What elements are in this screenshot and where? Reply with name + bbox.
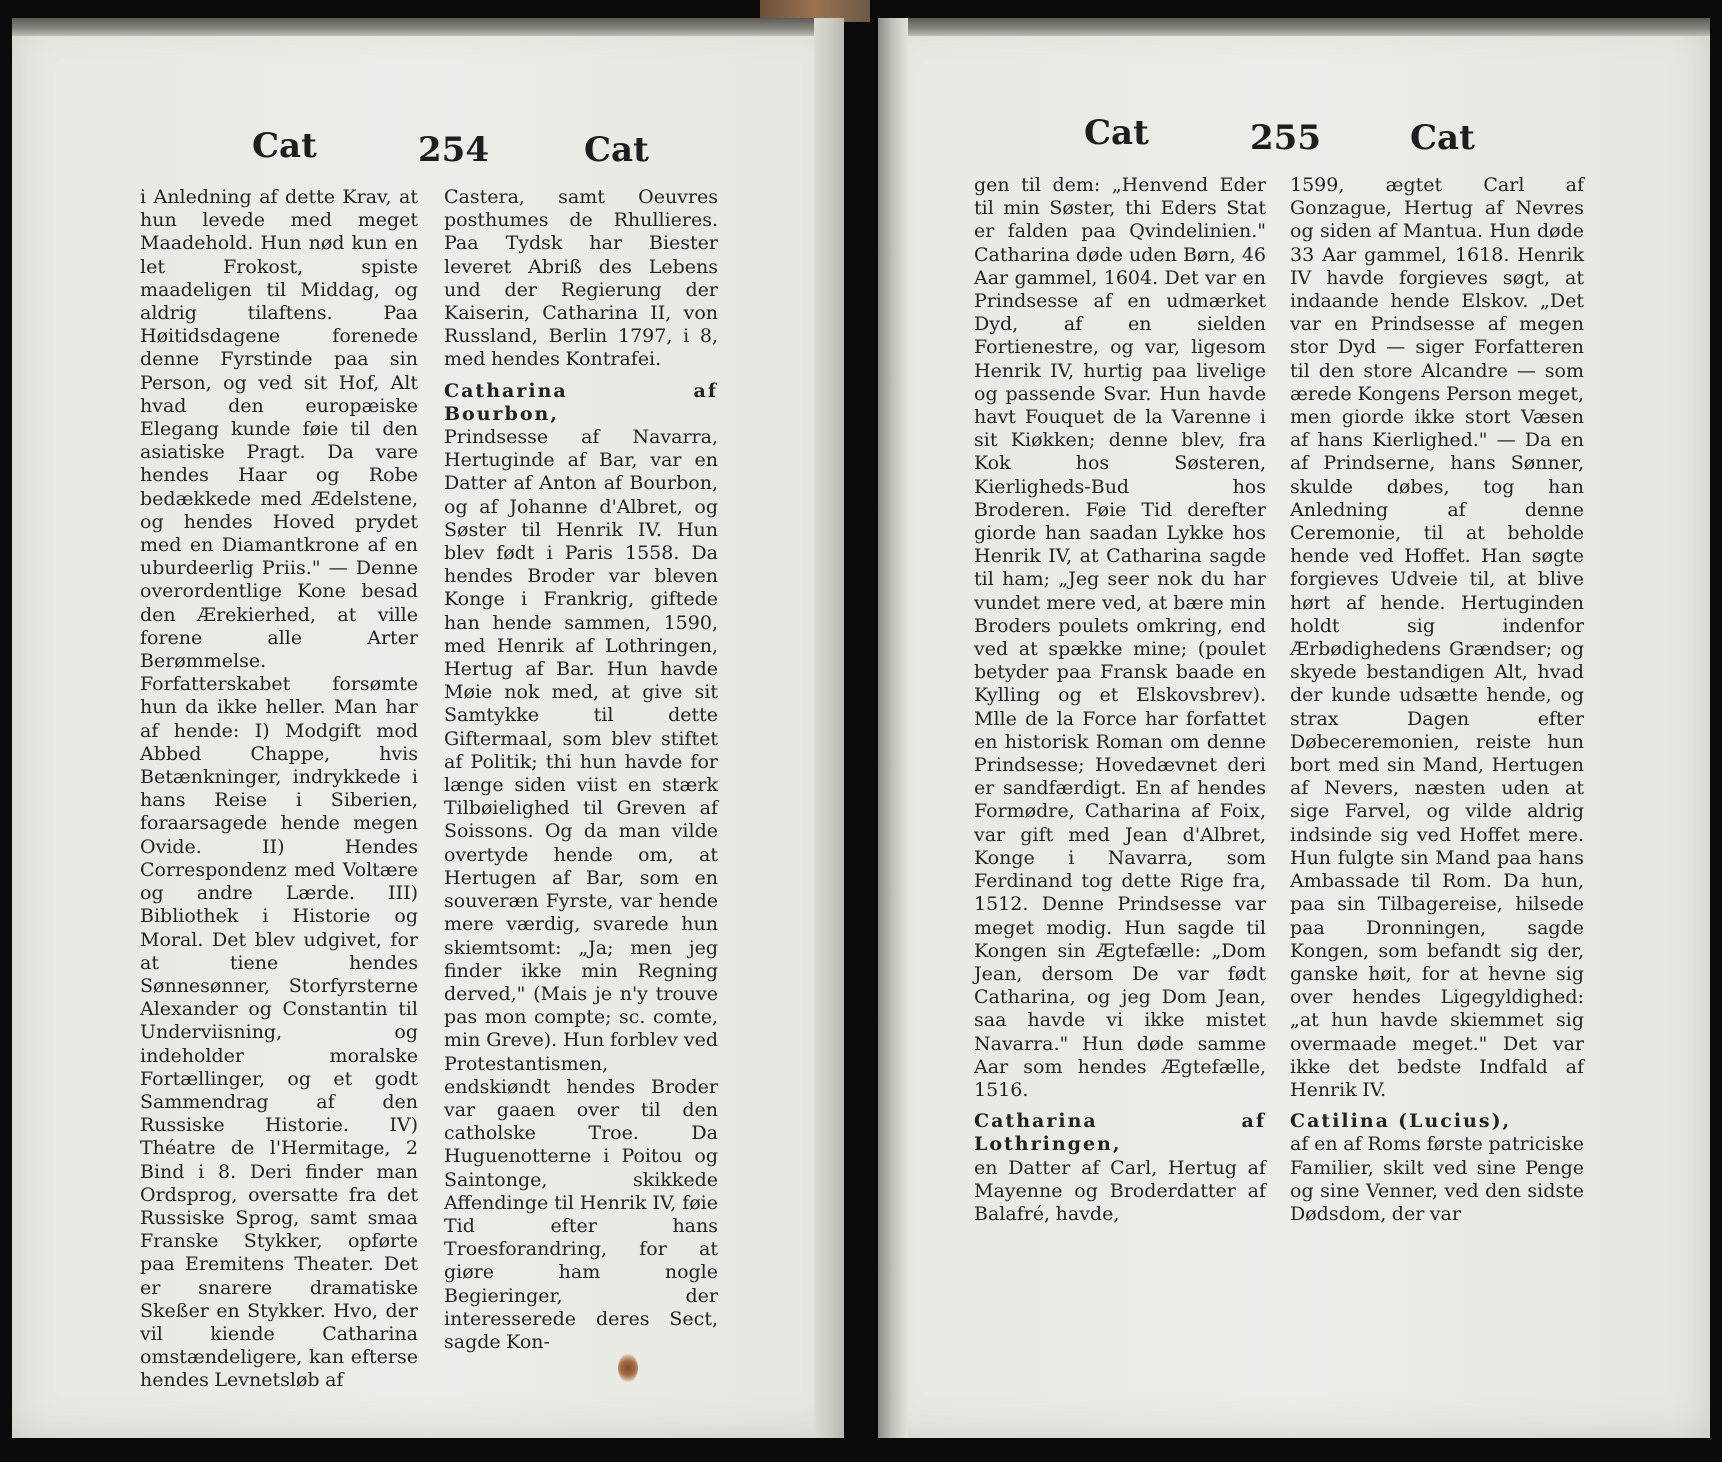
page-gutter: [814, 18, 844, 1438]
paragraph: i Anledning af dette Krav, at hun levede med meget Maadehold. Hun nød kun en let Frokost, spiste maadeligen til Middag, og aldrig tilaftens. Paa Høitidsdagene forenede denne Fyrstinde paa sin Person, og ved sit Hof, Alt hvad den europæiske Elegang kunde føie til den asiatiske Pragt. Da vare hendes Haar og Robe bedækkede med Ædelstene, og hendes Hoved prydet med en Diamantkrone af en uburdeerlig Priis." — Denne overordentlige Kone besad den Ærekierhed, at ville forene alle Arter Berømmelse. Forfatterskabet forsømte hun da ikke heller. Man har af hende: I) Modgift mod Abbed Chappe, hvis Betænkninger, indrykkede i hans Reise i Siberien, foraarsagede hende megen Ovide. II) Hendes Correspondenz med Voltære og andre Lærde. III) Bibliothek i Historie og Moral. Det blev udgivet, for at tiene hendes Sønnesønner, Storfyrsterne Alexander og Constantin til Underviisning, og indeholder moralske Fortællinger, og et godt Sammendrag af den Russiske Historie. IV) Théatre de l'Hermitage, 2 Bind i 8. Deri finder man Ordsprog, oversatte fra det Russiske Sprog, samt smaa Franske Stykker, opførte paa Eremitens Theater. Det er snarere dramatiske Skeßer en Stykker. Hvo, der vil kiende Catharina omstændeligere, kan efterse hendes Levnetsløb af: [140, 186, 418, 1392]
header-right-word: Cat: [1410, 118, 1475, 158]
paragraph: 1599, ægtet Carl af Gonzague, Hertug af Nevres og siden af Mantua. Hun døde 33 Aar gammel, 1618. Henrik IV havde forgieves søgt, at indaande hende Elskov. „Det var en Prindsesse af megen stor Dyd — siger Forfatteren til den store Alcandre — som ærede Kongens Person meget, men giorde ikke stort Væsen af hans Kierlighed." — Da en af Prindserne, hans Sønner, skulde døbes, tog han Anledning af denne Ceremonie, til at beholde hende ved Hoffet. Han søgte forgieves Udveie til, at blive hørt af hende. Hertuginden holdt sig indenfor Ærbødighedens Grændser; og skyede bestandigen Alt, hvad der kunde udsætte hende, og strax Dagen efter Døbeceremonien, reiste hun bort med sin Mand, Hertugen af Nevers, næsten uden at sige Farvel, og vilde aldrig indsinde sig ved Hoffet mere. Hun fulgte sin Mand paa hans Ambassade til Rom. Da hun, paa sin Tilbagereise, hilsede paa Dronningen, sagde Kongen, som befandt sig der, ganske høit, for at hevne sig over hendes Ligegyldighed: „at hun havde skiemmet sig overmaade meget." Det var ikke det bedste Indfald af Henrik IV.: [1290, 174, 1584, 1101]
entry-heading: Catharina af Lothringen,: [974, 1110, 1266, 1156]
page-number: 255: [1250, 118, 1321, 158]
page-top-edge: [12, 18, 844, 36]
header-left-word: Cat: [252, 126, 317, 166]
entry-heading: Catharina af Bourbon,: [444, 379, 718, 425]
right-column-2: [1290, 174, 1584, 1226]
right-page: [878, 18, 1710, 1438]
paragraph: af en af Roms første patriciske Familier, skilt ved sine Penge og sine Venner, ved den sidste Dødsdom, der var: [1290, 1133, 1584, 1225]
left-column-1: [140, 186, 418, 1393]
entry-heading: Catilina (Lucius),: [1290, 1110, 1512, 1133]
paper-stain: [618, 1354, 638, 1382]
paragraph: en Datter af Carl, Hertug af Mayenne og Broderdatter af Balafré, havde,: [974, 1156, 1266, 1225]
paragraph: Castera, samt Oeuvres posthumes de Rhullieres. Paa Tydsk har Biester leveret Abriß des Lebens und der Regierung der Kaiserin, Catharina II, von Russland, Berlin 1797, i 8, med hendes Kontrafei.: [444, 186, 718, 371]
paragraph: Prindsesse af Navarra, Hertuginde af Bar, var en Datter af Anton af Bourbon, og af Johanne d'Albret, og Søster til Henrik IV. Hun blev født i Paris 1558. Da hendes Broder var bleven Konge i Frankrig, giftede han hende sammen, 1590, med Henrik af Lothringen, Hertug af Bar. Hun havde Møie nok med, at give sit Samtykke til dette Giftermaal, som blev stiftet af Politik; thi hun havde for længe siden viist en stærk Tilbøielighed til Greven af Soissons. Og da man vilde overtyde hende om, at Hertugen af Bar, som en souveræn Fyrste, var hende mere værdig, svarede hun skiemtsomt: „Ja; men jeg finder ikke min Regning derved," (Mais je n'y trouve pas mon compte; sc. comte, min Greve). Hun forblev ved Protestantismen, endskiøndt hendes Broder var gaaen over til den catholske Troe. Da Huguenotterne i Poitou og Saintonge, skikkede Affendinge til Henrik IV, føie Tid efter hans Troesforandring, for at giøre ham nogle Begieringer, der interesserede deres Sect, sagde Kon-: [444, 426, 718, 1353]
page-top-edge: [878, 18, 1710, 36]
header-left-word: Cat: [1084, 113, 1149, 153]
right-column-1: [974, 174, 1266, 1226]
paragraph: gen til dem: „Henvend Eder til min Søster, thi Eders Stat er falden paa Qvindelinien." Catharina døde uden Børn, 46 Aar gammel, 1604. Det var en Prindsesse af en udmærket Dyd, af en sielden Fortienestre, og var, ligesom Henrik IV, hurtig paa livelige og passende Svar. Hun havde havt Fouquet de la Varenne i sit Kiøkken; denne blev, fra Kok hos Søsteren, Kierligheds-Bud hos Broderen. Føie Tid derefter giorde han saadan Lykke hos Henrik IV, at Catharina sagde til ham; „Jeg seer nok du har vundet mere ved, at bære min Broders poulets omkring, end ved at spække mine; (poulet betyder paa Fransk baade en Kylling og et Elskovsbrev). Mlle de la Force har forfattet en historisk Roman om denne Prindsesse; Hovedævnet deri er sandfærdigt. En af hendes Formødre, Catharina af Foix, var gift med Jean d'Albret, Konge i Navarra, som Ferdinand tog dette Rige fra, 1512. Denne Prindsesse var meget modig. Hun sagde til Kongen sin Ægtefælle: „Dom Jean, dersom De var født Catharina, og jeg Dom Jean, saa havde vi ikke mistet Navarra." Hun døde samme Aar som hendes Ægtefælle, 1516.: [974, 174, 1266, 1101]
page-gutter: [878, 18, 908, 1438]
left-page: [12, 18, 844, 1438]
header-right-word: Cat: [584, 130, 649, 170]
left-column-2: [444, 186, 718, 1354]
page-number: 254: [418, 130, 489, 170]
